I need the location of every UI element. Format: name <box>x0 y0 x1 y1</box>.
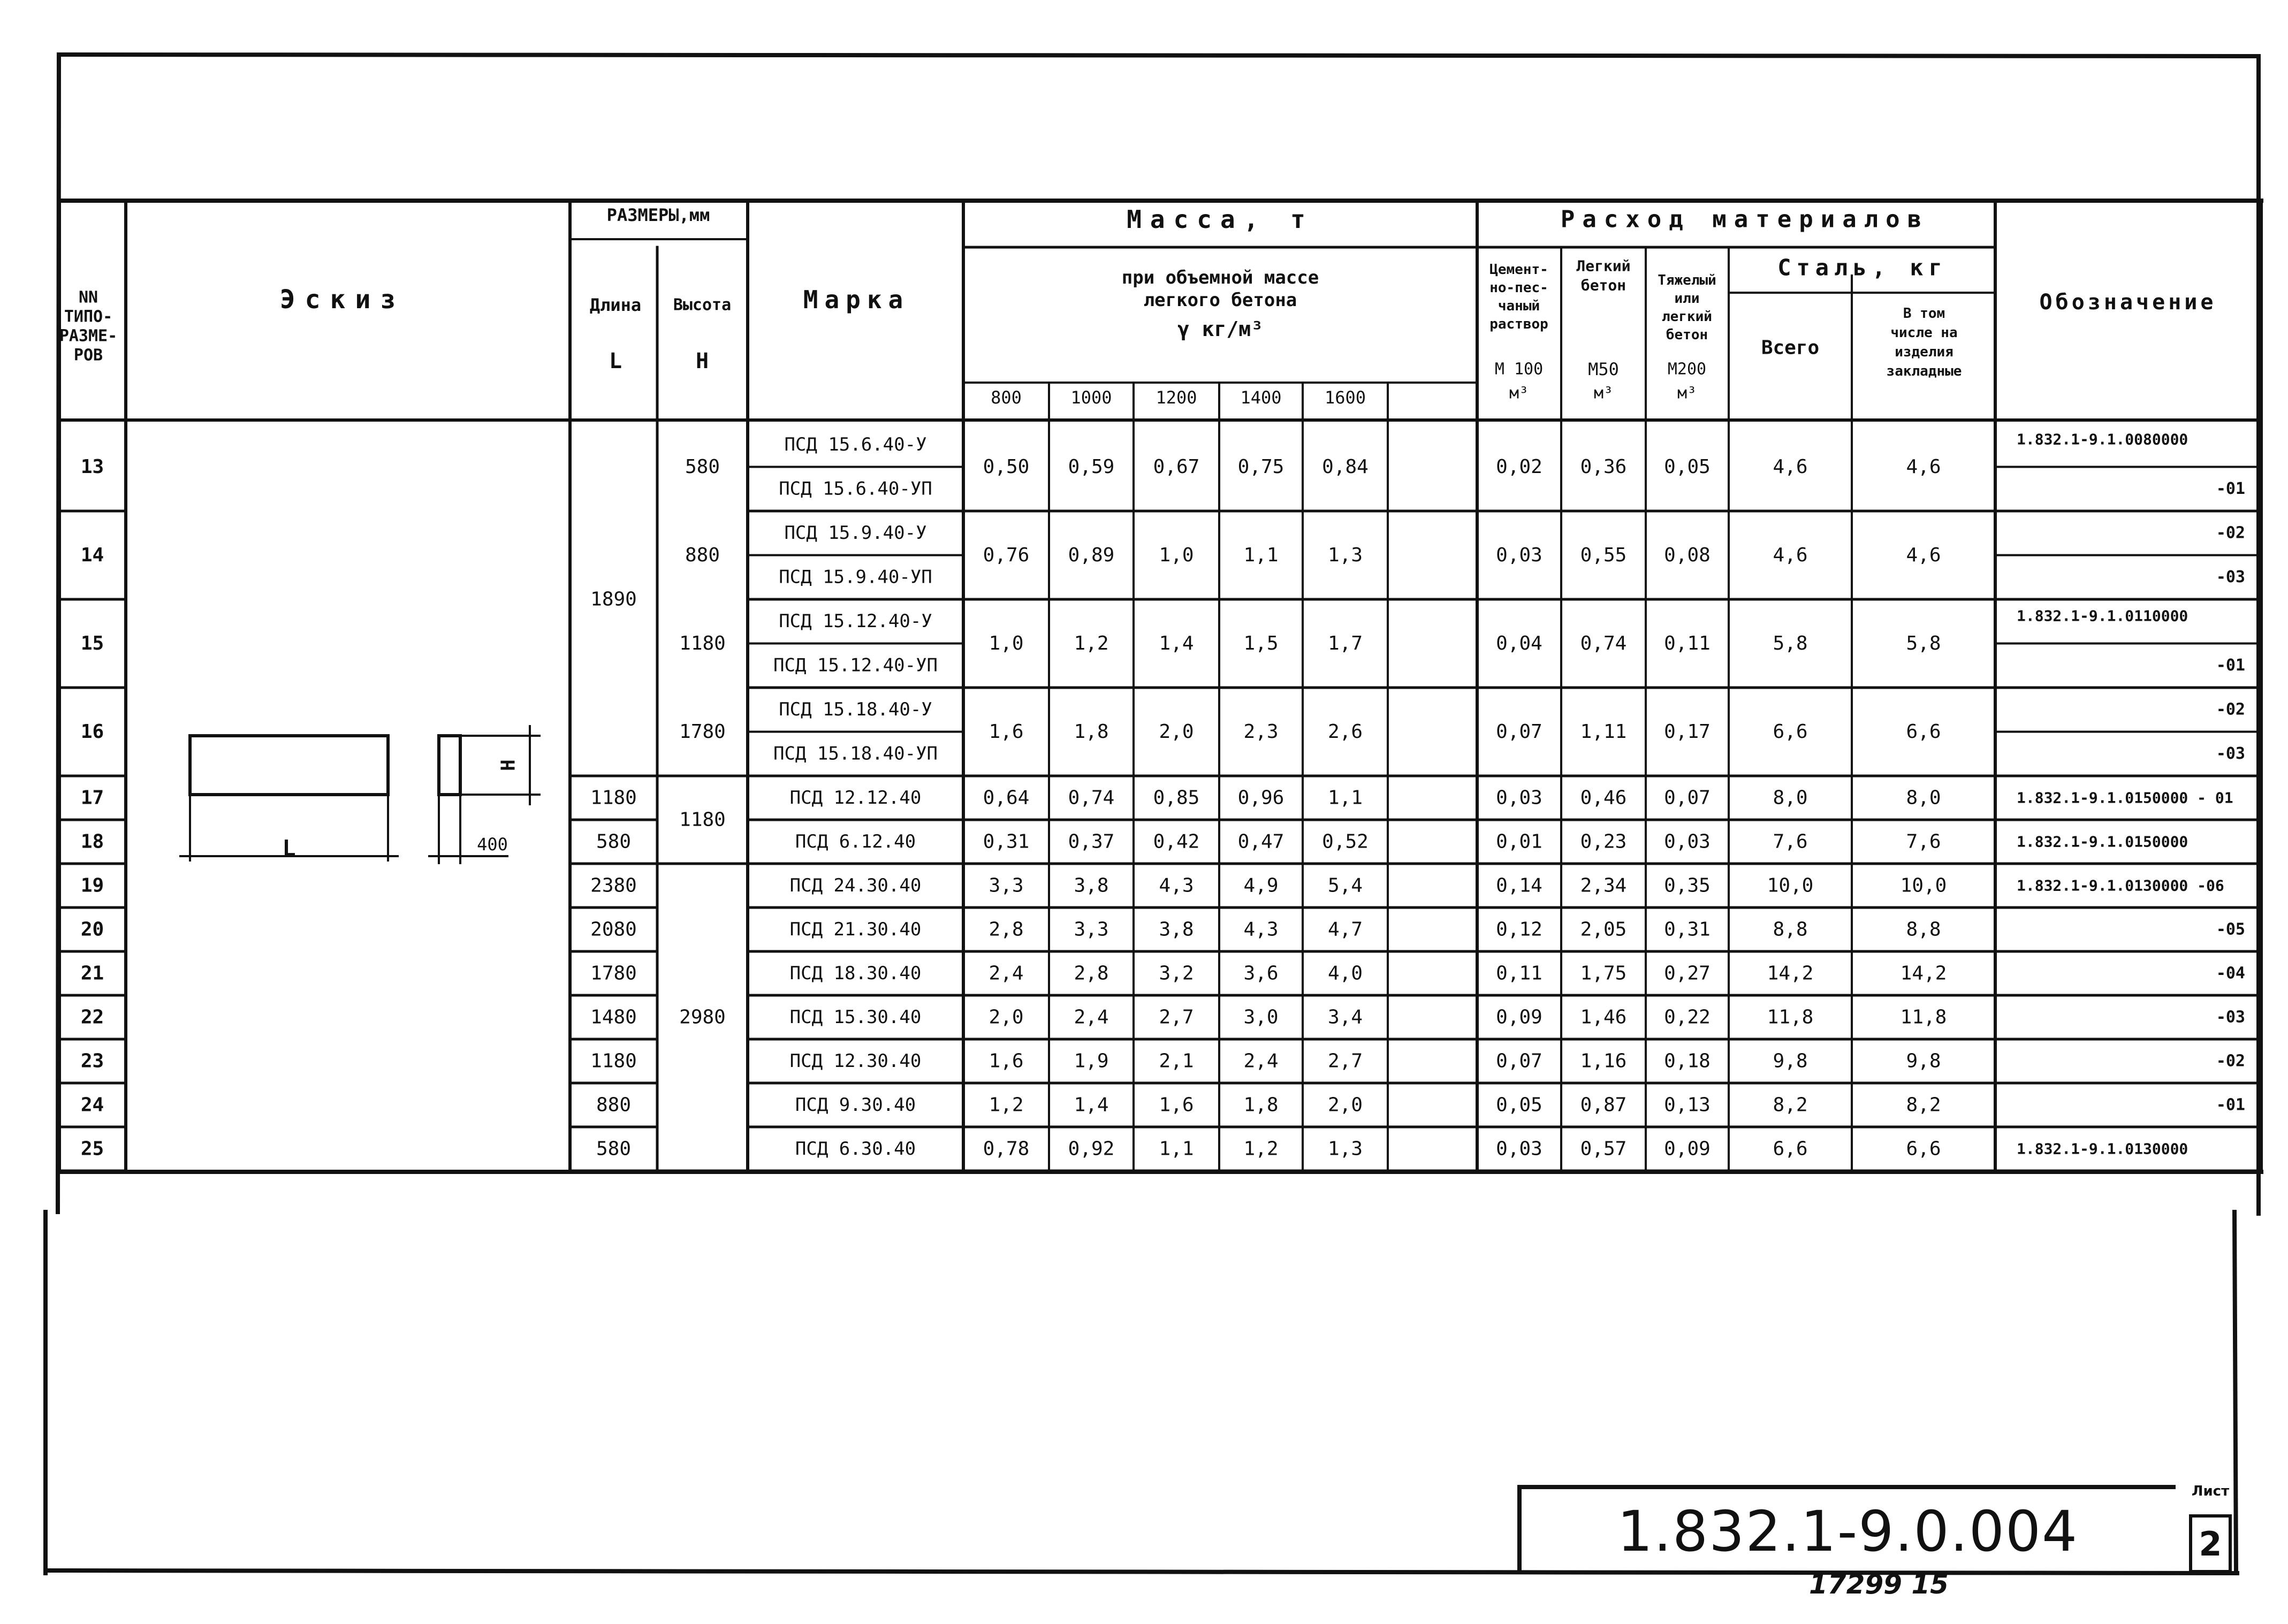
length-value: 1180 <box>590 787 637 809</box>
length-value: 580 <box>596 1138 632 1160</box>
light-concrete-value: 0,55 <box>1580 544 1627 566</box>
light-concrete-value: 1,11 <box>1580 721 1627 743</box>
designation-value: -05 <box>2216 920 2245 939</box>
mass-value: 0,52 <box>1322 830 1369 853</box>
light-concrete-value: 0,87 <box>1580 1094 1627 1116</box>
mass-value: 1,2 <box>1243 1138 1279 1160</box>
mass-value: 1,6 <box>989 1050 1024 1072</box>
header-height-symbol: H <box>695 349 709 373</box>
cement-value: 0,03 <box>1496 1138 1542 1160</box>
length-value: 1180 <box>590 1050 637 1072</box>
sketch-outline <box>439 736 460 795</box>
steel-embedded-value: 10,0 <box>1900 874 1947 897</box>
designation-value: 1.832.1-9.1.0130000 <box>2017 1140 2188 1158</box>
steel-embedded-value: 8,8 <box>1906 918 1941 941</box>
designation-value: 1.832.1-9.1.0150000 - 01 <box>2017 789 2233 807</box>
steel-total-value: 8,0 <box>1773 787 1808 809</box>
header-mass-sub: легкого бетона <box>1143 289 1297 311</box>
header-num: РАЗМЕ- <box>59 326 118 346</box>
header-heavy: или <box>1674 291 1700 307</box>
mark-value: ПСД 15.12.40-У <box>779 611 932 632</box>
mark-value: ПСД 15.12.40-УП <box>773 654 938 676</box>
height-value: 1180 <box>679 632 726 654</box>
cement-value: 0,14 <box>1496 874 1542 897</box>
header-light: Легкий <box>1576 257 1631 275</box>
light-concrete-value: 1,75 <box>1580 962 1627 985</box>
header-cement-grade: М 100 <box>1494 360 1544 379</box>
mass-value: 3,6 <box>1243 962 1279 985</box>
header-light-unit: м³ <box>1593 384 1614 403</box>
header-steel-embedded: В том <box>1903 306 1945 322</box>
height-value: 1180 <box>679 809 726 831</box>
cement-value: 0,11 <box>1496 962 1542 985</box>
height-value: 2980 <box>679 1006 726 1028</box>
mass-value: 2,7 <box>1159 1006 1194 1028</box>
mass-value: 3,3 <box>1074 918 1109 941</box>
header-dims: РАЗМЕРЫ,мм <box>606 205 710 225</box>
header-mass: Масса, т <box>1127 205 1314 234</box>
length-value: 1890 <box>590 588 637 611</box>
mass-value: 1,0 <box>1159 544 1194 566</box>
cement-value: 0,03 <box>1496 787 1542 809</box>
designation-value: 1.832.1-9.1.0110000 <box>2017 607 2188 625</box>
mass-value: 0,64 <box>983 787 1030 809</box>
mass-value: 0,47 <box>1237 830 1284 853</box>
mark-value: ПСД 15.6.40-УП <box>779 478 932 500</box>
header-num: NN <box>78 288 98 307</box>
steel-total-value: 4,6 <box>1773 456 1808 478</box>
sheet-number: 2 <box>2189 1514 2232 1573</box>
header-light-grade: М50 <box>1588 359 1619 379</box>
light-concrete-value: 0,36 <box>1580 456 1627 478</box>
mass-value: 0,59 <box>1068 456 1115 478</box>
mass-value: 2,3 <box>1243 721 1279 743</box>
steel-embedded-value: 5,8 <box>1906 632 1941 654</box>
mass-value: 2,4 <box>989 962 1024 985</box>
mass-value: 1,2 <box>989 1094 1024 1116</box>
mass-value: 1,8 <box>1074 721 1109 743</box>
mass-value: 0,96 <box>1237 787 1284 809</box>
density-800: 800 <box>991 387 1022 408</box>
mass-value: 4,9 <box>1243 874 1279 897</box>
mark-value: ПСД 15.18.40-УП <box>773 743 938 765</box>
heavy-concrete-value: 0,35 <box>1664 874 1711 897</box>
cement-value: 0,07 <box>1496 721 1542 743</box>
row-number: 19 <box>80 874 104 897</box>
mass-value: 2,0 <box>1327 1094 1363 1116</box>
header-steel-embedded: числе на <box>1890 325 1958 341</box>
row-number: 16 <box>80 721 104 743</box>
header-light: бетон <box>1580 276 1626 294</box>
light-concrete-value: 0,23 <box>1580 830 1627 853</box>
mass-value: 1,9 <box>1074 1050 1109 1072</box>
length-value: 880 <box>596 1094 632 1116</box>
mass-value: 0,76 <box>983 544 1030 566</box>
row-number: 24 <box>80 1094 104 1116</box>
row-number: 14 <box>80 544 104 566</box>
header-num: ТИПО- <box>64 307 113 326</box>
header-heavy-unit: м³ <box>1677 384 1697 403</box>
header-num: РОВ <box>73 346 103 365</box>
heavy-concrete-value: 0,22 <box>1664 1006 1711 1028</box>
cement-value: 0,03 <box>1496 544 1542 566</box>
mass-value: 1,1 <box>1159 1138 1194 1160</box>
header-mass-sub: при объемной массе <box>1121 267 1319 288</box>
header-cement: но-пес- <box>1489 280 1548 296</box>
mark-value: ПСД 15.9.40-У <box>784 522 927 544</box>
steel-total-value: 10,0 <box>1767 874 1814 897</box>
density-1600: 1600 <box>1324 387 1366 408</box>
sketch-height-label: Н <box>497 759 520 771</box>
mass-value: 1,4 <box>1159 632 1194 654</box>
designation-value: -03 <box>2216 1008 2245 1027</box>
row-number: 23 <box>80 1050 104 1072</box>
designation-value: -01 <box>2216 1095 2245 1115</box>
mass-value: 1,4 <box>1074 1094 1109 1116</box>
cement-value: 0,02 <box>1496 456 1542 478</box>
header-designation: Обозначение <box>2039 290 2217 315</box>
header-steel-total: Всего <box>1761 337 1820 359</box>
steel-embedded-value: 8,0 <box>1906 787 1941 809</box>
steel-embedded-value: 14,2 <box>1900 962 1947 985</box>
grid-line <box>2234 1212 2236 1573</box>
mass-value: 2,6 <box>1327 721 1363 743</box>
mass-value: 0,75 <box>1237 456 1284 478</box>
mass-value: 2,8 <box>1074 962 1109 985</box>
designation-value: -01 <box>2216 656 2245 675</box>
steel-total-value: 14,2 <box>1767 962 1814 985</box>
heavy-concrete-value: 0,31 <box>1664 918 1711 941</box>
length-value: 2380 <box>590 874 637 897</box>
mass-value: 3,0 <box>1243 1006 1279 1028</box>
cement-value: 0,07 <box>1496 1050 1542 1072</box>
mass-value: 0,67 <box>1153 456 1200 478</box>
steel-total-value: 8,8 <box>1773 918 1808 941</box>
mass-value: 3,8 <box>1159 918 1194 941</box>
mass-value: 0,42 <box>1153 830 1200 853</box>
row-number: 21 <box>80 962 104 985</box>
steel-total-value: 5,8 <box>1773 632 1808 654</box>
mass-value: 2,0 <box>1159 721 1194 743</box>
mass-value: 1,7 <box>1327 632 1363 654</box>
header-steel-embedded: закладные <box>1886 363 1962 379</box>
row-number: 20 <box>80 918 104 941</box>
mass-value: 4,0 <box>1327 962 1363 985</box>
mark-value: ПСД 6.30.40 <box>795 1138 916 1160</box>
light-concrete-value: 2,05 <box>1580 918 1627 941</box>
mass-value: 0,78 <box>983 1138 1030 1160</box>
mark-value: ПСД 12.30.40 <box>789 1050 922 1072</box>
density-1400: 1400 <box>1240 387 1282 408</box>
length-value: 580 <box>596 830 632 853</box>
mark-value: ПСД 18.30.40 <box>789 963 922 984</box>
designation-value: -01 <box>2216 479 2245 498</box>
mass-value: 4,3 <box>1243 918 1279 941</box>
steel-embedded-value: 4,6 <box>1906 544 1941 566</box>
mass-value: 0,92 <box>1068 1138 1115 1160</box>
steel-embedded-value: 8,2 <box>1906 1094 1941 1116</box>
mass-value: 5,4 <box>1327 874 1363 897</box>
heavy-concrete-value: 0,17 <box>1664 721 1711 743</box>
document-code: 1.832.1-9.0.004 <box>1617 1499 2079 1564</box>
heavy-concrete-value: 0,03 <box>1664 830 1711 853</box>
length-value: 1780 <box>590 962 637 985</box>
mass-value: 3,2 <box>1159 962 1194 985</box>
mass-value: 0,89 <box>1068 544 1115 566</box>
steel-embedded-value: 6,6 <box>1906 1138 1941 1160</box>
steel-embedded-value: 11,8 <box>1900 1006 1947 1028</box>
steel-total-value: 11,8 <box>1767 1006 1814 1028</box>
mass-value: 0,84 <box>1322 456 1369 478</box>
header-length: Длина <box>589 295 642 315</box>
header-cement: раствор <box>1489 316 1548 332</box>
header-steel: Сталь, кг <box>1777 254 1948 281</box>
cement-value: 0,04 <box>1496 632 1542 654</box>
designation-value: -02 <box>2216 1051 2245 1071</box>
mass-value: 1,3 <box>1327 544 1363 566</box>
steel-embedded-value: 7,6 <box>1906 830 1941 853</box>
row-number: 22 <box>80 1006 104 1028</box>
designation-value: -02 <box>2216 523 2245 543</box>
mass-value: 3,8 <box>1074 874 1109 897</box>
mark-value: ПСД 15.9.40-УП <box>779 566 932 588</box>
sketch-width-label: 400 <box>477 834 508 855</box>
mass-value: 1,6 <box>989 721 1024 743</box>
mass-value: 2,0 <box>989 1006 1024 1028</box>
light-concrete-value: 0,46 <box>1580 787 1627 809</box>
header-materials: Расход материалов <box>1560 205 1929 233</box>
mass-value: 1,8 <box>1243 1094 1279 1116</box>
mass-value: 0,50 <box>983 456 1030 478</box>
height-value: 880 <box>685 544 720 566</box>
mass-value: 2,7 <box>1327 1050 1363 1072</box>
steel-embedded-value: 9,8 <box>1906 1050 1941 1072</box>
light-concrete-value: 1,16 <box>1580 1050 1627 1072</box>
steel-total-value: 6,6 <box>1773 721 1808 743</box>
mark-value: ПСД 21.30.40 <box>789 919 922 940</box>
mass-value: 3,3 <box>989 874 1024 897</box>
light-concrete-value: 0,74 <box>1580 632 1627 654</box>
sketch-length-label: L <box>282 835 296 861</box>
steel-total-value: 6,6 <box>1773 1138 1808 1160</box>
row-number: 15 <box>80 632 104 654</box>
light-concrete-value: 2,34 <box>1580 874 1627 897</box>
cement-value: 0,12 <box>1496 918 1542 941</box>
header-mark: Марка <box>803 285 910 314</box>
header-heavy: легкий <box>1662 309 1712 325</box>
steel-total-value: 8,2 <box>1773 1094 1808 1116</box>
mass-value: 1,2 <box>1074 632 1109 654</box>
mark-value: ПСД 9.30.40 <box>795 1094 916 1116</box>
mass-value: 2,4 <box>1243 1050 1279 1072</box>
designation-value: -03 <box>2216 744 2245 763</box>
designation-value: 1.832.1-9.1.0080000 <box>2017 430 2188 448</box>
heavy-concrete-value: 0,18 <box>1664 1050 1711 1072</box>
mass-value: 2,8 <box>989 918 1024 941</box>
grid-line <box>59 55 2259 56</box>
row-number: 25 <box>80 1138 104 1160</box>
row-number: 13 <box>80 456 104 478</box>
designation-value: 1.832.1-9.1.0130000 -06 <box>2017 876 2224 895</box>
header-mass-unit: γ кг/м³ <box>1177 317 1264 341</box>
heavy-concrete-value: 0,11 <box>1664 632 1711 654</box>
steel-total-value: 7,6 <box>1773 830 1808 853</box>
header-cement-unit: м³ <box>1509 384 1529 403</box>
mass-value: 2,1 <box>1159 1050 1194 1072</box>
header-cement: Цемент- <box>1489 262 1548 278</box>
cement-value: 0,01 <box>1496 830 1542 853</box>
cement-value: 0,09 <box>1496 1006 1542 1028</box>
designation-value: -04 <box>2216 964 2245 983</box>
sketch-outline <box>190 736 388 795</box>
density-1200: 1200 <box>1156 387 1197 408</box>
designation-value: -03 <box>2216 568 2245 586</box>
mass-value: 0,74 <box>1068 787 1115 809</box>
mass-value: 0,31 <box>983 830 1030 853</box>
header-heavy: Тяжелый <box>1658 272 1716 288</box>
heavy-concrete-value: 0,27 <box>1664 962 1711 985</box>
header-heavy-grade: М200 <box>1667 360 1707 379</box>
header-length-symbol: L <box>609 349 622 373</box>
header-sketch: Эскиз <box>279 285 406 315</box>
heavy-concrete-value: 0,05 <box>1664 456 1711 478</box>
light-concrete-value: 0,57 <box>1580 1138 1627 1160</box>
mass-value: 1,3 <box>1327 1138 1363 1160</box>
sheet-label: Лист <box>2191 1483 2230 1499</box>
mass-value: 1,1 <box>1327 787 1363 809</box>
header-cement: чаный <box>1498 298 1540 314</box>
mass-value: 1,1 <box>1243 544 1279 566</box>
steel-total-value: 9,8 <box>1773 1050 1808 1072</box>
table-text <box>59 205 2245 1160</box>
designation-value: 1.832.1-9.1.0150000 <box>2017 833 2188 851</box>
mass-value: 1,6 <box>1159 1094 1194 1116</box>
heavy-concrete-value: 0,08 <box>1664 544 1711 566</box>
steel-total-value: 4,6 <box>1773 544 1808 566</box>
mass-value: 3,4 <box>1327 1006 1363 1028</box>
designation-value: -02 <box>2216 700 2245 719</box>
cement-value: 0,05 <box>1496 1094 1542 1116</box>
density-1000: 1000 <box>1070 387 1112 408</box>
length-value: 1480 <box>590 1006 637 1028</box>
header-heavy: бетон <box>1666 327 1708 343</box>
steel-embedded-value: 4,6 <box>1906 456 1941 478</box>
height-value: 580 <box>685 456 720 478</box>
row-number: 17 <box>80 787 104 809</box>
height-value: 1780 <box>679 721 726 743</box>
mark-value: ПСД 15.30.40 <box>789 1007 922 1028</box>
mass-value: 0,37 <box>1068 830 1115 853</box>
heavy-concrete-value: 0,07 <box>1664 787 1711 809</box>
archive-number: 17299 15 <box>1809 1569 1949 1600</box>
header-steel-embedded: изделия <box>1895 344 1953 360</box>
mark-value: ПСД 15.18.40-У <box>779 699 932 720</box>
heavy-concrete-value: 0,13 <box>1664 1094 1711 1116</box>
header-height: Высота <box>673 295 732 315</box>
mass-value: 2,4 <box>1074 1006 1109 1028</box>
mass-value: 4,3 <box>1159 874 1194 897</box>
mass-value: 4,7 <box>1327 918 1363 941</box>
length-value: 2080 <box>590 918 637 941</box>
steel-embedded-value: 6,6 <box>1906 721 1941 743</box>
mass-value: 1,0 <box>989 632 1024 654</box>
mark-value: ПСД 15.6.40-У <box>784 434 927 455</box>
mark-value: ПСД 12.12.40 <box>789 787 922 809</box>
mass-value: 1,5 <box>1243 632 1279 654</box>
mark-value: ПСД 6.12.40 <box>795 831 916 852</box>
row-number: 18 <box>80 830 104 853</box>
light-concrete-value: 1,46 <box>1580 1006 1627 1028</box>
mass-value: 0,85 <box>1153 787 1200 809</box>
heavy-concrete-value: 0,09 <box>1664 1138 1711 1160</box>
mark-value: ПСД 24.30.40 <box>789 875 922 896</box>
